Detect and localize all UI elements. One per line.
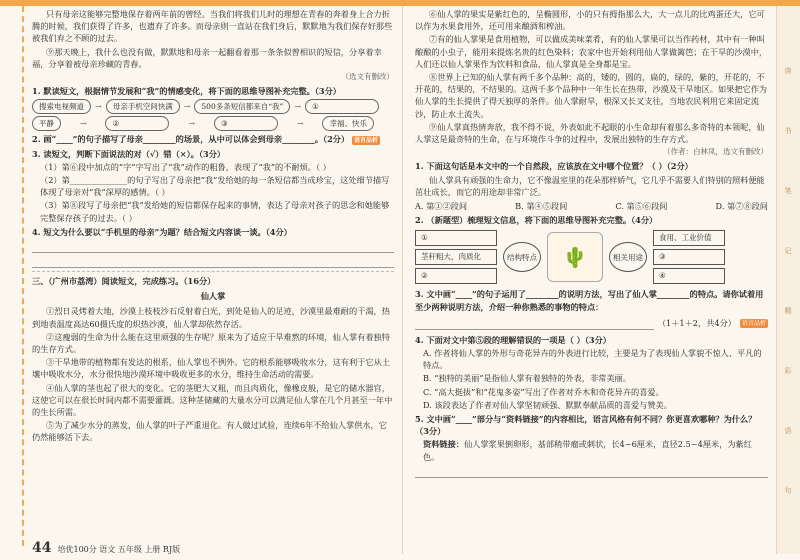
article-paragraph: ⑤为了减少水分的蒸发，仙人掌的叶子严重退化。有人做过试验，连续6年不给仙人掌供水，它仍然能够活下去。 [32, 420, 387, 443]
margin-char: 语 [784, 427, 792, 435]
score-note: （1＋1＋2，共4分） [657, 318, 736, 329]
margin-char: 彩 [784, 367, 792, 375]
mindmap [415, 230, 768, 284]
article-paragraph: ⑨仙人掌真热情奔放，我不得不说，外表如此不起眼的小生命却有着那么多奇特的本领呢，仙人掌这是最奇特的生命，在与环境作斗争的过程中，发展出独特的生存方式。 [415, 121, 765, 145]
flow-box: 500多条短信都来自“我” [194, 99, 290, 114]
question-4: 4. 短文为什么要以“手机里的母亲”为题？结合短文内容谈一谈。（4分） [32, 226, 292, 237]
answer-box[interactable]: ② [415, 268, 497, 284]
question-3: 3. 读短文，判断下面说法的对（√）错（×）。（3分） [32, 148, 226, 159]
question-5: 5. 文中画“____”部分与“资料链接”的内容相比，语言风格有何不同？你更喜欢哪种？为什么？（3分） [415, 414, 757, 437]
option[interactable]: C. “高大挺拔”和“花鬼多姿”写出了作者对乔木和奇花异卉的喜爱。 [423, 386, 664, 397]
margin-char: 句 [784, 487, 792, 495]
article-paragraph: ④仙人掌的茎也起了很大的变化。它的茎肥大又粗，而且肉质化，像橡皮般，是它的储水器官，这使它可以在很长时间内都不需要灌溉。这种茎储藏的大量水分可以满足仙人掌在几个月甚至一年中的生长所需。 [32, 382, 393, 418]
option[interactable]: B. “独特的美丽”是指仙人掌有着独特的外表，非常美丽。 [423, 373, 631, 384]
margin-char: 精 [784, 307, 792, 315]
flow-box: 母亲手机空间快满 [106, 99, 180, 114]
page-number: 44 [32, 540, 52, 556]
article-paragraph: ⑦有的仙人掌果是食用植物，可以做成美味菜肴，有的仙人掌果可以当作药材，其中有一种叫酿酿的小虫子，能用来提炼名贵的红色染料；农家中也开始利用仙人掌做篱笆；在干旱的沙漠中，人们还以仙人掌果作为饮料和食品，仙人掌真是全身都是宝。 [415, 34, 768, 69]
option[interactable]: B. 第④⑤段间 [515, 201, 568, 212]
divider [32, 271, 394, 272]
paragraph: 只有母亲这能够完整地保存着两年前的曾经。当我们将我们儿时的理想在青春的奔着身上合力折腾的时候，我们获得了许多，也遗弃了许多。而母亲则一直站在我们身后，默默地为我们保存好那些被我们弃之不顾的过去。 [32, 9, 393, 44]
section-3-heading: 三、（广州市荔湾）阅读短文，完成练习。（16分） [32, 276, 216, 287]
answer-box[interactable]: ② [105, 116, 169, 131]
map-oval: 结构特点 [503, 242, 541, 272]
article-paragraph: ②这瘦弱的生命为什么能在这里顽强的生存呢？原来为了适应干旱难熬的环境，仙人掌有着独特的生存方式。 [32, 331, 390, 355]
option[interactable]: A. 作者将仙人掌的外形与奇花异卉的外表进行比较，主要是为了表现仙人掌貌不惊人、平凡的特点。 [423, 348, 762, 371]
answer-line[interactable] [415, 317, 654, 330]
margin-char: 书 [784, 127, 792, 135]
option[interactable]: D. 该段表达了作者对仙人掌坚韧顽强、默默奉献品质的喜爱与赞美。 [423, 399, 672, 410]
article-paragraph: ⑧世界上已知的仙人掌有两千多个品种：高的，矮的，圆的，扁的，绿的，紫的，开花的，不开花的，结果的，不结果的。这两千多个品种中一年生长在热带，沙漠及干旱地区。如果把它作为仙人掌的生长提供了得天独厚的条件。仙人掌耐旱，根深又长叉支往，当地农民利用它来固定流沙，防止水土流失。 [415, 72, 768, 119]
flow-box: 平静 [32, 116, 61, 131]
option[interactable]: C. 第⑤⑥段间 [615, 201, 668, 212]
book-info: 培优100分 语文 五年级 上册 RJ版 [57, 545, 181, 554]
option[interactable]: D. 第⑦⑧段间 [715, 201, 768, 212]
right-margin-strip [776, 6, 800, 554]
answer-box[interactable]: ① [305, 99, 379, 114]
map-node: 茎秆粗大，肉质化 [415, 249, 497, 265]
judgement-item[interactable]: （2）第______________的句子写出了母亲把“我”发给她的每一条短信都当成珍宝，这处细节描写体现了母亲对“我”深厚的感情。（ ） [40, 175, 390, 198]
answer-line[interactable] [32, 255, 394, 268]
option[interactable]: A. 第①②段间 [415, 201, 468, 212]
answer-line[interactable] [415, 465, 768, 478]
article-paragraph: ③干旱地带的植物都有发达的根系，仙人掌也不例外。它的根系能够吸收水分，这有利于它从土壤中吸收水分，水分很快地沙漠环境中吸收更多的水分，维持生命活动的需要。 [32, 357, 390, 380]
question-2: 2. 画“____”的句子描写了母亲________的场景，从中可以体会到母亲________。（2分） 语言品析 [32, 134, 379, 145]
mindmap-bottom-row: 平静 → ② → ③ → 幸福、快乐 [32, 116, 394, 131]
judgement-item[interactable]: （3）第⑧段写了母亲把“我”发给她的短信都保存起来的事情，表达了母亲对孩子的思念和她能够完整保存孩子的过去。（ ） [40, 200, 390, 223]
article-paragraph: ①烈日灵烤着大地，沙漠上枝枝沙石反射着白光，到处是仙人的足迹，沙漠里最难耐的干渴，热到地表温度高达60摄氏度的炽热沙漠，仙人掌却依然存活。 [32, 306, 390, 329]
answer-box[interactable]: ③ [214, 116, 278, 131]
cactus-illustration: 🌵 [547, 232, 603, 282]
material-link: 资料链接：仙人掌浆果倒卵形，基部稍带瘤或刺状，长4~6厘米，直径2.5~4厘米，为紫红色。 [423, 439, 752, 462]
right-page [402, 6, 774, 554]
margin-char: 记 [784, 247, 792, 255]
skill-tag: 语言品析 [741, 319, 766, 327]
article-paragraph: ⑥仙人掌的果实是紫红色的，呈椭圆形，小的只有拇指那么大，大一点儿的比鸡蛋还大，它可以作为水果食用外，还可用来酿酒和榨油。 [415, 9, 765, 32]
map-node: 食用、工业价值 [653, 230, 725, 246]
judgement-item[interactable]: （1）第⑥段中加点的“字”字写出了“我”动作的粗鲁，表现了“我”的不耐烦。（ ） [40, 161, 331, 172]
question-1: 1. 下面这句话是本文中的一个自然段，应该放在文中哪个位置？（ ）（2分） [415, 161, 693, 172]
page-footer [32, 540, 180, 556]
question-1: 1. 默读短文，根据情节发展和“我”的情感变化，将下面的思维导图补充完整。（3分） [32, 86, 341, 97]
answer-line[interactable] [32, 240, 394, 253]
question-2: 2. （新题型）梳理短文信息，将下面的思维导图补充完整。（4分） [415, 215, 658, 226]
flow-box: 搜索电视频道 [32, 99, 91, 114]
map-oval: 相关用途 [609, 242, 647, 272]
map-right-stack [653, 230, 725, 284]
question-3: 3. 文中画“____”的句子运用了________的说明方法，写出了仙人掌________的特点。请你试着用至少两种说明方法，介绍一种你熟悉的事物的特点： [415, 289, 764, 312]
source-note: （选文有删改） [341, 72, 394, 82]
margin-char: 笔 [784, 187, 792, 195]
flow-box: 幸福、快乐 [322, 116, 374, 131]
question-4: 4. 下面对文中第⑤段的理解错误的一项是（ ）（3分） [415, 334, 611, 345]
skill-tag: 语言品析 [354, 136, 379, 144]
source-note: （作者：白林凤，选文有删改） [663, 147, 768, 157]
options-row [415, 200, 768, 212]
q3-answer-row [415, 315, 768, 332]
answer-box[interactable]: ① [415, 230, 497, 246]
answer-box[interactable]: ③ [653, 249, 725, 265]
left-page [0, 6, 402, 554]
margin-char: 读 [784, 67, 792, 75]
article-title: 仙人掌 [200, 291, 226, 302]
answer-box[interactable]: ④ [653, 268, 725, 284]
quoted-sentence: 仙人掌具有顽强的生命力，它不像温室里的花朵那样娇气，它几乎不需要人们特别的照料便能茁壮成长，而它的用途却非常广泛。 [415, 174, 765, 197]
mindmap-top-row: 搜索电视频道 → 母亲手机空间快满 → 500多条短信都来自“我” → ① [32, 99, 394, 114]
map-left-stack [415, 230, 497, 284]
paragraph: ⑨那天晚上，我什么也没有做，默默地和母亲一起翻看着那一条条似曾相识的短信，分享着幸福，分享着被母亲珍藏的青春。 [32, 46, 382, 69]
